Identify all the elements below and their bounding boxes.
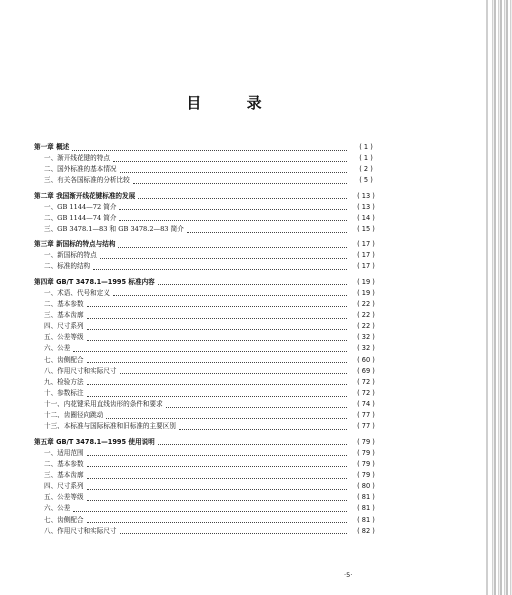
table-of-contents	[34, 142, 382, 537]
toc-item-row[interactable]	[34, 175, 382, 186]
toc-chapter-title: 第四章 GB/T 3478.1—1995 标准内容	[34, 277, 155, 286]
toc-item-title: 三、基本齿廓	[44, 310, 84, 319]
toc-page-number: ( 1 )	[350, 153, 382, 164]
toc-leader-dots	[119, 219, 347, 221]
toc-item-row[interactable]	[34, 377, 382, 388]
toc-item-title: 六、公差	[44, 344, 71, 353]
toc-item-title: 一、GB 1144—72 简介	[44, 202, 117, 211]
toc-leader-dots	[113, 160, 347, 162]
toc-leader-dots	[72, 149, 347, 151]
toc-item-title: 三、基本齿廓	[44, 470, 84, 479]
toc-item-title: 二、GB 1144—74 简介	[44, 213, 117, 222]
toc-item-title: 五、公差等级	[44, 493, 84, 502]
toc-item-title: 一、新国标的特点	[44, 251, 97, 260]
toc-item-row[interactable]	[34, 481, 382, 492]
toc-page-number: ( 72 )	[350, 388, 382, 399]
toc-leader-dots	[87, 395, 347, 397]
toc-page-number: ( 82 )	[350, 526, 382, 537]
toc-leader-dots	[158, 443, 347, 445]
toc-page-number: ( 22 )	[350, 321, 382, 332]
toc-page-number: ( 17 )	[350, 250, 382, 261]
toc-item-row[interactable]	[34, 526, 382, 537]
toc-leader-dots	[138, 197, 347, 199]
toc-chapter-title: 第三章 新国标的特点与结构	[34, 240, 116, 249]
toc-item-row[interactable]	[34, 332, 382, 343]
toc-page-number: ( 77 )	[350, 410, 382, 421]
toc-chapter-title: 第二章 我国渐开线花键标准的发展	[34, 191, 136, 200]
toc-page-number: ( 32 )	[350, 343, 382, 354]
toc-item-row[interactable]	[34, 459, 382, 470]
toc-leader-dots	[179, 428, 347, 430]
toc-leader-dots	[113, 294, 347, 296]
toc-chapter-title: 第一章 概述	[34, 143, 70, 151]
toc-chapter-row[interactable]	[34, 277, 382, 288]
toc-item-row[interactable]	[34, 421, 382, 432]
toc-item-title: 十、参数标注	[44, 388, 84, 397]
toc-item-row[interactable]	[34, 310, 382, 321]
toc-item-title: 九、检验方法	[44, 377, 84, 386]
toc-leader-dots	[158, 283, 347, 285]
toc-item-title: 十一、内花键采用直线齿形的条件和要求	[44, 400, 163, 409]
toc-page-number: ( 17 )	[350, 261, 382, 272]
toc-page-number: ( 79 )	[350, 437, 382, 448]
toc-item-row[interactable]	[34, 366, 382, 377]
toc-page-number: ( 79 )	[350, 470, 382, 481]
toc-item-row[interactable]	[34, 470, 382, 481]
toc-item-row[interactable]	[34, 492, 382, 503]
toc-item-title: 八、作用尺寸和实际尺寸	[44, 366, 117, 375]
toc-item-row[interactable]	[34, 213, 382, 224]
toc-item-row[interactable]	[34, 388, 382, 399]
toc-item-title: 十三、本标准与国际标准和旧标准的主要区别	[44, 422, 176, 431]
toc-item-title: 四、尺寸系列	[44, 482, 84, 491]
toc-leader-dots	[120, 532, 347, 534]
toc-leader-dots	[87, 454, 347, 456]
toc-item-row[interactable]	[34, 224, 382, 235]
toc-page-number: ( 13 )	[350, 202, 382, 213]
toc-page-number: ( 15 )	[350, 224, 382, 235]
toc-page-number: ( 5 )	[350, 175, 382, 186]
toc-page-number: ( 81 )	[350, 503, 382, 514]
toc-page-number: ( 81 )	[350, 515, 382, 526]
toc-leader-dots	[87, 488, 347, 490]
toc-page-number: ( 72 )	[350, 377, 382, 388]
toc-leader-dots	[187, 231, 347, 233]
toc-page-number: ( 74 )	[350, 399, 382, 410]
toc-chapter-title: 第五章 GB/T 3478.1—1995 使用说明	[34, 437, 155, 446]
toc-item-row[interactable]	[34, 503, 382, 514]
toc-item-title: 七、齿侧配合	[44, 355, 84, 364]
toc-leader-dots	[87, 361, 347, 363]
toc-item-row[interactable]	[34, 343, 382, 354]
toc-page-number: ( 14 )	[350, 213, 382, 224]
toc-page-number: ( 79 )	[350, 459, 382, 470]
toc-item-title: 四、尺寸系列	[44, 322, 84, 331]
toc-item-row[interactable]	[34, 202, 382, 213]
toc-leader-dots	[87, 339, 347, 341]
toc-item-title: 二、国外标准的基本情况	[44, 165, 117, 174]
toc-page-number: ( 81 )	[350, 492, 382, 503]
toc-page-number: ( 19 )	[350, 277, 382, 288]
toc-item-row[interactable]	[34, 261, 382, 272]
toc-leader-dots	[87, 521, 347, 523]
toc-item-row[interactable]	[34, 321, 382, 332]
toc-chapter-row[interactable]	[34, 191, 382, 202]
toc-item-title: 十二、齿圈径向跳动	[44, 411, 104, 420]
toc-leader-dots	[87, 317, 347, 319]
toc-item-row[interactable]	[34, 288, 382, 299]
toc-item-row[interactable]	[34, 355, 382, 366]
toc-leader-dots	[120, 171, 347, 173]
toc-page-number: ( 1 )	[350, 142, 382, 153]
toc-leader-dots	[87, 499, 347, 501]
toc-leader-dots	[87, 477, 347, 479]
toc-leader-dots	[73, 510, 347, 512]
toc-item-row[interactable]	[34, 153, 382, 164]
toc-item-row[interactable]	[34, 399, 382, 410]
toc-leader-dots	[106, 417, 347, 419]
toc-item-title: 三、有关各国标准的分析比较	[44, 176, 130, 185]
toc-leader-dots	[87, 383, 347, 385]
toc-page-number: ( 79 )	[350, 448, 382, 459]
toc-page-number: ( 2 )	[350, 164, 382, 175]
toc-item-title: 五、公差等级	[44, 333, 84, 342]
toc-page-number: ( 69 )	[350, 366, 382, 377]
toc-item-row[interactable]	[34, 299, 382, 310]
page-number-footer: ·5·	[344, 571, 353, 579]
toc-item-title: 二、基本参数	[44, 299, 84, 308]
page-title: 目 录	[186, 94, 282, 112]
toc-page-number: ( 22 )	[350, 310, 382, 321]
toc-leader-dots	[119, 208, 347, 210]
toc-page-number: ( 17 )	[350, 239, 382, 250]
toc-chapter-row[interactable]	[34, 142, 382, 153]
toc-leader-dots	[87, 328, 347, 330]
toc-page-number: ( 60 )	[350, 355, 382, 366]
toc-item-title: 一、术语、代号和定义	[44, 288, 110, 297]
toc-page-number: ( 13 )	[350, 191, 382, 202]
toc-page-number: ( 32 )	[350, 332, 382, 343]
toc-leader-dots	[73, 350, 347, 352]
toc-item-row[interactable]	[34, 250, 382, 261]
toc-page-number: ( 19 )	[350, 288, 382, 299]
toc-item-row[interactable]	[34, 410, 382, 421]
toc-item-row[interactable]	[34, 164, 382, 175]
toc-leader-dots	[133, 182, 347, 184]
toc-item-title: 一、适用范围	[44, 448, 84, 457]
toc-item-title: 三、GB 3478.1—83 和 GB 3478.2—83 简介	[44, 224, 184, 233]
toc-page-number: ( 80 )	[350, 481, 382, 492]
toc-item-title: 二、标准的结构	[44, 262, 91, 271]
toc-chapter-row[interactable]	[34, 437, 382, 448]
toc-chapter-row[interactable]	[34, 239, 382, 250]
toc-item-title: 六、公差	[44, 504, 71, 513]
toc-item-title: 二、基本参数	[44, 459, 84, 468]
toc-leader-dots	[100, 257, 347, 259]
toc-leader-dots	[87, 305, 347, 307]
toc-item-row[interactable]	[34, 515, 382, 526]
toc-item-title: 一、渐开线花键的特点	[44, 154, 110, 163]
toc-leader-dots	[118, 246, 347, 248]
toc-leader-dots	[87, 465, 347, 467]
toc-item-title: 八、作用尺寸和实际尺寸	[44, 526, 117, 535]
toc-page-number: ( 22 )	[350, 299, 382, 310]
scan-binding-edge	[490, 0, 512, 595]
toc-leader-dots	[120, 372, 347, 374]
toc-item-row[interactable]	[34, 448, 382, 459]
toc-page-number: ( 77 )	[350, 421, 382, 432]
toc-leader-dots	[93, 268, 347, 270]
scan-binding-shadow	[486, 0, 488, 595]
toc-item-title: 七、齿侧配合	[44, 515, 84, 524]
toc-leader-dots	[166, 406, 347, 408]
